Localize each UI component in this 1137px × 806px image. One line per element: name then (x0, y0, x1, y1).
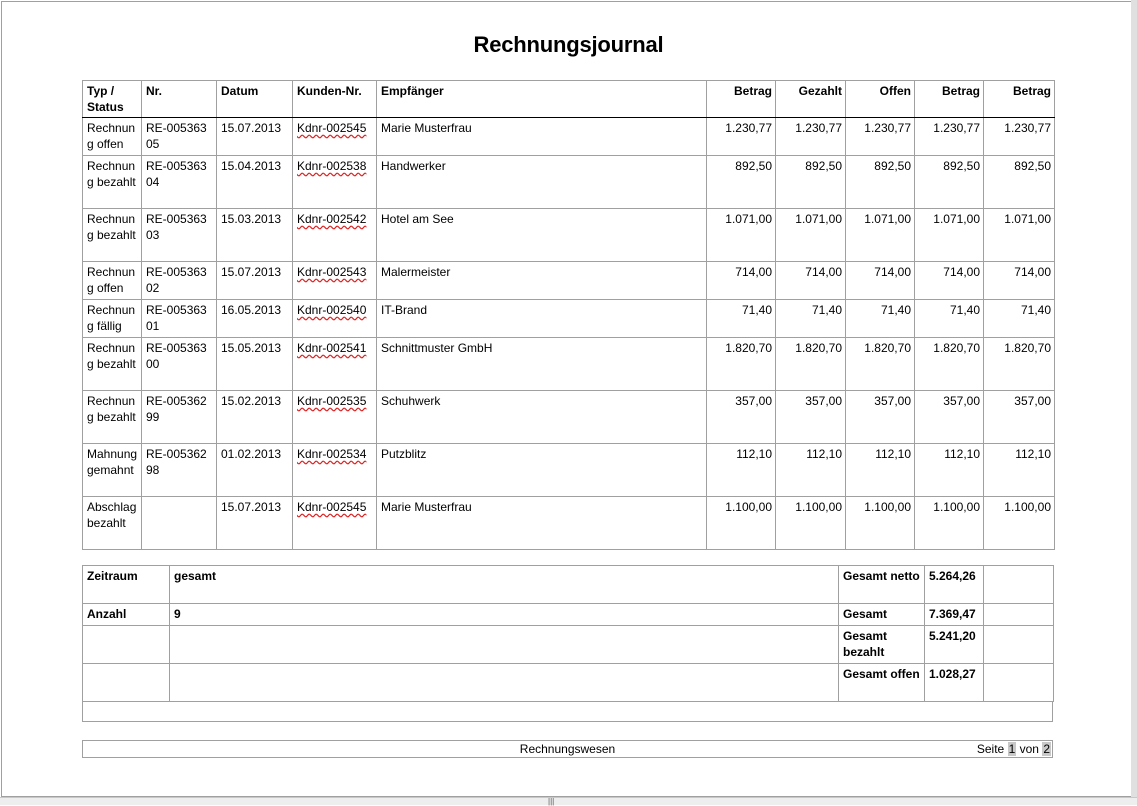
row-customer-number (293, 209, 377, 262)
customer-number-text: Kdnr-002535 (297, 394, 367, 408)
gesamt-label: Gesamt (839, 604, 925, 626)
row-amount-2: 112,10 (915, 444, 984, 497)
summary-row (83, 626, 1054, 664)
table-row (83, 338, 1055, 391)
row-typ-status: Abschlag bezahlt (83, 497, 142, 550)
table-row (83, 209, 1055, 262)
customer-number-text: Kdnr-002542 (297, 212, 367, 226)
row-customer-number (293, 118, 377, 156)
summary-empty-cell (984, 566, 1054, 604)
table-row (83, 444, 1055, 497)
row-typ-status: Rechnung fällig (83, 300, 142, 338)
row-amount: 71,40 (707, 300, 776, 338)
summary-empty-cell (170, 626, 839, 664)
row-paid: 892,50 (776, 156, 846, 209)
row-amount-3: 1.071,00 (984, 209, 1055, 262)
row-customer-number (293, 444, 377, 497)
page-of: von (1019, 742, 1039, 756)
row-invoice-number: RE-00536304 (142, 156, 217, 209)
gesamt-offen-label: Gesamt offen (839, 664, 925, 702)
row-paid: 112,10 (776, 444, 846, 497)
row-date: 01.02.2013 (217, 444, 293, 497)
row-invoice-number: RE-00536302 (142, 262, 217, 300)
row-amount: 1.820,70 (707, 338, 776, 391)
gesamt-offen-value: 1.028,27 (925, 664, 984, 702)
column-header-typ: Typ / Status (83, 81, 142, 118)
column-header-gezahlt: Gezahlt (776, 81, 846, 118)
column-header-betrag: Betrag (707, 81, 776, 118)
row-date: 15.04.2013 (217, 156, 293, 209)
row-open: 71,40 (846, 300, 915, 338)
row-customer-number (293, 262, 377, 300)
row-customer-number (293, 497, 377, 550)
column-header-datum: Datum (217, 81, 293, 118)
row-paid: 1.230,77 (776, 118, 846, 156)
table-row (83, 497, 1055, 550)
customer-number-text: Kdnr-002534 (297, 447, 367, 461)
gesamt-netto-value: 5.264,26 (925, 566, 984, 604)
gesamt-value: 7.369,47 (925, 604, 984, 626)
page-footer (82, 740, 1053, 758)
row-open: 1.230,77 (846, 118, 915, 156)
row-amount-2: 1.820,70 (915, 338, 984, 391)
row-open: 112,10 (846, 444, 915, 497)
summary-row (83, 664, 1054, 702)
customer-number-text: Kdnr-002540 (297, 303, 367, 317)
summary-empty-cell (170, 664, 839, 702)
row-recipient: Malermeister (377, 262, 707, 300)
row-invoice-number: RE-00536305 (142, 118, 217, 156)
column-header-nr: Nr. (142, 81, 217, 118)
summary-empty-cell (83, 664, 170, 702)
row-customer-number (293, 391, 377, 444)
row-typ-status: Rechnung bezahlt (83, 209, 142, 262)
table-row (83, 156, 1055, 209)
row-typ-status: Rechnung bezahlt (83, 156, 142, 209)
summary-row (83, 566, 1054, 604)
row-open: 892,50 (846, 156, 915, 209)
column-header-betrag-3: Betrag (984, 81, 1055, 118)
row-amount-2: 714,00 (915, 262, 984, 300)
page-number (977, 742, 1051, 756)
footer-department: Rechnungswesen (519, 742, 616, 756)
row-recipient: Marie Musterfrau (377, 118, 707, 156)
row-customer-number (293, 338, 377, 391)
table-header-row (83, 81, 1055, 118)
row-open: 1.100,00 (846, 497, 915, 550)
column-header-empfaenger: Empfänger (377, 81, 707, 118)
summary-spacer-row (82, 701, 1053, 722)
customer-number-text: Kdnr-002541 (297, 341, 367, 355)
row-date: 15.05.2013 (217, 338, 293, 391)
row-recipient: Hotel am See (377, 209, 707, 262)
row-paid: 357,00 (776, 391, 846, 444)
row-open: 1.820,70 (846, 338, 915, 391)
row-typ-status: Rechnung offen (83, 262, 142, 300)
row-typ-status: Rechnung bezahlt (83, 338, 142, 391)
row-date: 15.07.2013 (217, 262, 293, 300)
gesamt-bezahlt-value: 5.241,20 (925, 626, 984, 664)
scrollbar-grip-icon[interactable]: ||| (548, 797, 555, 806)
row-paid: 1.100,00 (776, 497, 846, 550)
summary-empty-cell (83, 626, 170, 664)
column-header-offen: Offen (846, 81, 915, 118)
row-amount-3: 1.820,70 (984, 338, 1055, 391)
page-current: 1 (1008, 742, 1016, 756)
customer-number-text: Kdnr-002543 (297, 265, 367, 279)
row-customer-number (293, 156, 377, 209)
row-recipient: Handwerker (377, 156, 707, 209)
row-typ-status: Mahnung gemahnt (83, 444, 142, 497)
row-open: 357,00 (846, 391, 915, 444)
summary-row (83, 604, 1054, 626)
row-amount: 1.071,00 (707, 209, 776, 262)
column-header-kunden-nr: Kunden-Nr. (293, 81, 377, 118)
row-amount-2: 1.230,77 (915, 118, 984, 156)
row-date: 15.03.2013 (217, 209, 293, 262)
page-total: 2 (1043, 742, 1050, 756)
row-invoice-number: RE-00536300 (142, 338, 217, 391)
summary-empty-cell (984, 626, 1054, 664)
row-amount-3: 1.100,00 (984, 497, 1055, 550)
customer-number-text: Kdnr-002545 (297, 500, 367, 514)
row-amount: 714,00 (707, 262, 776, 300)
anzahl-label: Anzahl (83, 604, 170, 626)
row-recipient: IT-Brand (377, 300, 707, 338)
row-amount: 1.100,00 (707, 497, 776, 550)
summary-empty-cell (984, 664, 1054, 702)
summary-table (82, 565, 1054, 702)
row-amount-2: 892,50 (915, 156, 984, 209)
row-amount-3: 357,00 (984, 391, 1055, 444)
row-recipient: Schnittmuster GmbH (377, 338, 707, 391)
row-recipient: Schuhwerk (377, 391, 707, 444)
zeitraum-value: gesamt (170, 566, 839, 604)
row-invoice-number: RE-00536303 (142, 209, 217, 262)
table-row (83, 262, 1055, 300)
row-amount-3: 1.230,77 (984, 118, 1055, 156)
row-paid: 1.820,70 (776, 338, 846, 391)
row-date: 15.07.2013 (217, 118, 293, 156)
row-open: 714,00 (846, 262, 915, 300)
row-typ-status: Rechnung offen (83, 118, 142, 156)
report-title: Rechnungsjournal (473, 32, 664, 57)
row-amount-3: 714,00 (984, 262, 1055, 300)
invoice-journal-table (82, 80, 1055, 550)
zeitraum-label: Zeitraum (83, 566, 170, 604)
customer-number-text: Kdnr-002538 (297, 159, 367, 173)
row-amount-2: 1.100,00 (915, 497, 984, 550)
row-amount-2: 1.071,00 (915, 209, 984, 262)
column-header-betrag-2: Betrag (915, 81, 984, 118)
anzahl-value: 9 (170, 604, 839, 626)
row-amount-3: 71,40 (984, 300, 1055, 338)
row-date: 16.05.2013 (217, 300, 293, 338)
row-invoice-number: RE-00536298 (142, 444, 217, 497)
summary-empty-cell (984, 604, 1054, 626)
table-row (83, 118, 1055, 156)
row-recipient: Putzblitz (377, 444, 707, 497)
row-paid: 71,40 (776, 300, 846, 338)
row-typ-status: Rechnung bezahlt (83, 391, 142, 444)
row-date: 15.07.2013 (217, 497, 293, 550)
gesamt-netto-label: Gesamt netto (839, 566, 925, 604)
row-paid: 714,00 (776, 262, 846, 300)
table-row (83, 300, 1055, 338)
row-date: 15.02.2013 (217, 391, 293, 444)
customer-number-text: Kdnr-002545 (297, 121, 367, 135)
row-amount-2: 71,40 (915, 300, 984, 338)
row-amount: 892,50 (707, 156, 776, 209)
row-amount-3: 112,10 (984, 444, 1055, 497)
page-shadow (1131, 0, 1137, 798)
row-amount: 357,00 (707, 391, 776, 444)
row-customer-number (293, 300, 377, 338)
horizontal-scrollbar[interactable] (0, 797, 1137, 805)
row-open: 1.071,00 (846, 209, 915, 262)
row-invoice-number (142, 497, 217, 550)
row-invoice-number: RE-00536301 (142, 300, 217, 338)
row-amount-2: 357,00 (915, 391, 984, 444)
row-recipient: Marie Musterfrau (377, 497, 707, 550)
row-amount: 112,10 (707, 444, 776, 497)
row-amount-3: 892,50 (984, 156, 1055, 209)
row-amount: 1.230,77 (707, 118, 776, 156)
page-prefix: Seite (976, 742, 1005, 756)
gesamt-bezahlt-label: Gesamt bezahlt (839, 626, 925, 664)
row-paid: 1.071,00 (776, 209, 846, 262)
table-row (83, 391, 1055, 444)
row-invoice-number: RE-00536299 (142, 391, 217, 444)
